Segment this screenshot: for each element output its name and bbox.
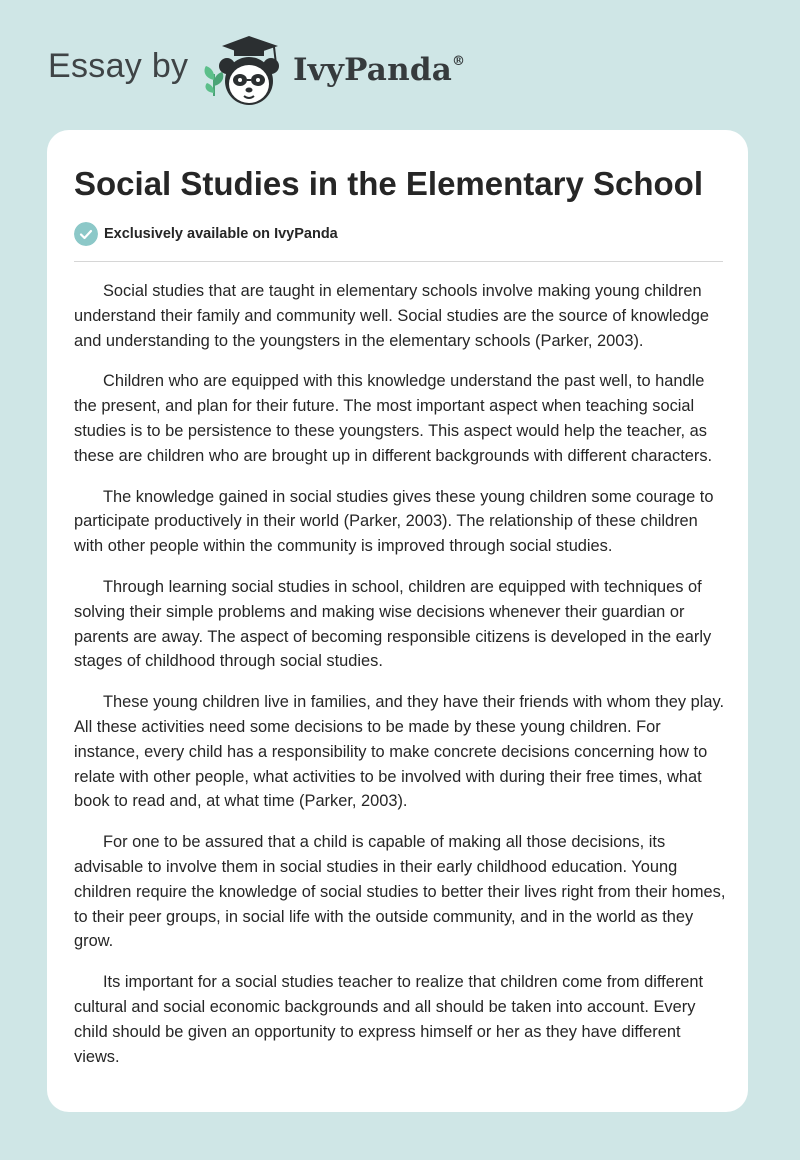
brand-name[interactable] — [293, 52, 465, 88]
page-title: Social Studies in the Elementary School — [74, 165, 703, 202]
paragraph: Children who are equipped with this knowledge understand the past well, to handle the present, and plan for their future. The most important aspect when teaching social studies is to be persistence to these youngsters. This aspect would help the teacher, as these are children who are brought up in different backgrounds with different characters. — [74, 372, 713, 465]
panda-graduate-icon[interactable] — [200, 30, 292, 110]
paragraph: The knowledge gained in social studies gives these young children some courage to participate productively in their world (Parker, 2003). The relationship of these children with other people within the community is improved through social studies. — [74, 487, 714, 556]
paragraph: For one to be assured that a child is capable of making all those decisions, its advisable to involve them in social studies in their early childhood education. Young children require the knowledge of social studies to better their lives right from their homes, to their peer groups, in social life with the outside community, and in the world as they grow. — [74, 833, 726, 951]
divider — [74, 261, 723, 262]
brand-name-text: IvyPanda — [293, 52, 452, 88]
exclusive-badge — [74, 222, 338, 246]
essay-by-label: Essay by — [48, 47, 189, 85]
paragraph: Its important for a social studies teacher to realize that children come from different cultural and social economic backgrounds and all should be taken into account. Every child should be given an opportunity to express himself or her as they have different views. — [74, 973, 704, 1066]
essay-card — [47, 130, 748, 1112]
paragraph: Through learning social studies in school, children are equipped with techniques of solving their simple problems and making wise decisions whenever their guardian or parents are away. The aspect of becoming responsible citizens is developed in the early stages of childhood through social studies. — [74, 577, 712, 671]
site-header — [0, 0, 800, 130]
paragraph: These young children live in families, and they have their friends with whom they play. All these activities need some decisions to be made by these young children. For instance, every child has a responsibility to make concrete decisions concerning how to relate with other people, what activities to be involved with during their free times, what book to read and, at what time (Parker, 2003). — [74, 693, 725, 811]
paragraph: Social studies that are taught in elementary schools involve making young children understand their family and community well. Social studies are the source of knowledge and understanding to the youngsters in the elementary schools (Parker, 2003). — [74, 282, 710, 350]
trademark-symbol: ® — [452, 54, 466, 69]
essay-body — [74, 279, 726, 1085]
checkmark-circle-icon — [74, 222, 98, 246]
exclusive-badge-label: Exclusively available on IvyPanda — [104, 226, 338, 242]
